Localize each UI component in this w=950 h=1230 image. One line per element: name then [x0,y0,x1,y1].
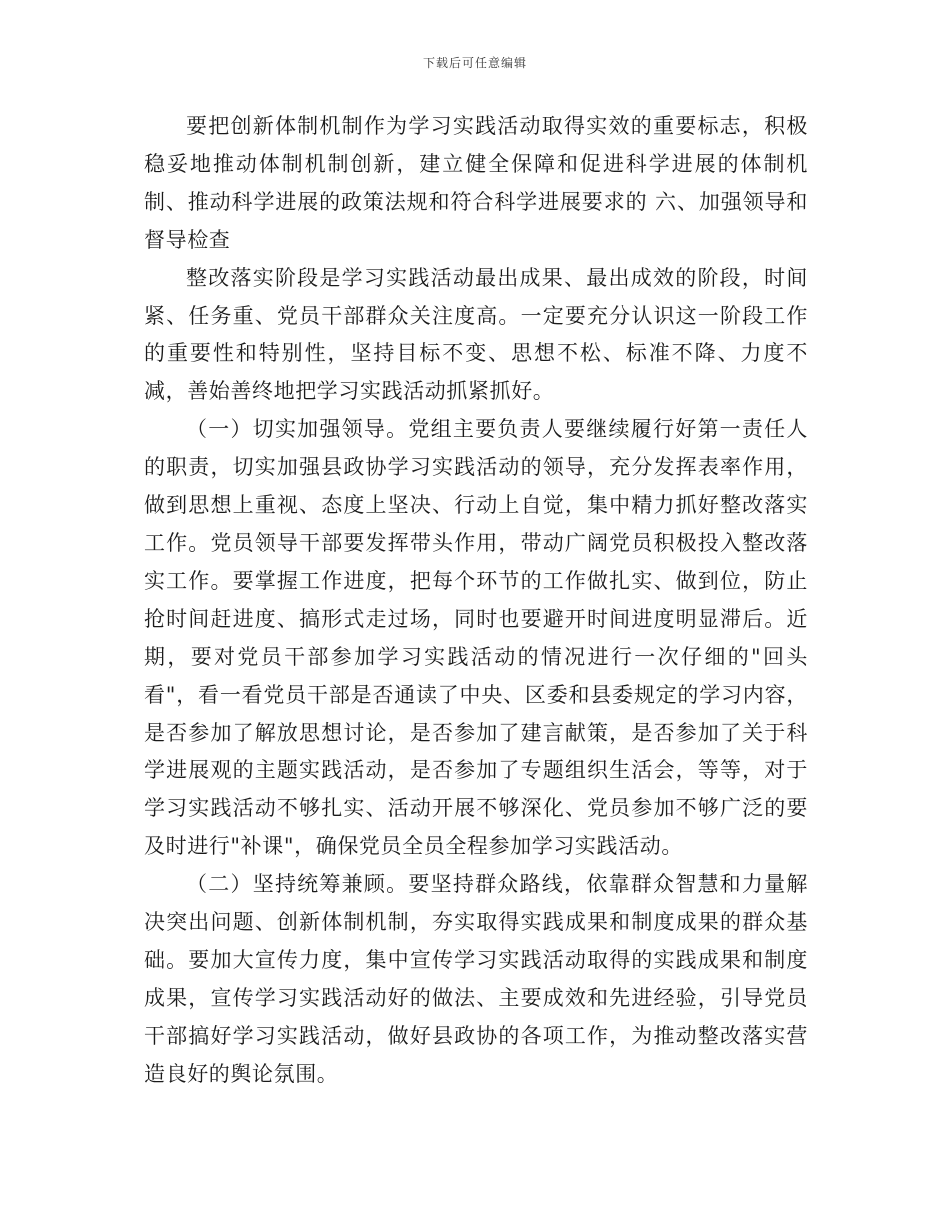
page-header: 下载后可任意编辑 [422,56,527,70]
paragraph-2: 整改落实阶段是学习实践活动最出成果、最出成效的阶段，时间紧、任务重、党员干部群众关注度高。一定要充分认识这一阶段工作的重要性和特别性，坚持目标不变、思想不松、标准不降、力度不减，善始善终地把学习实践活动抓紧抓好。 [144,265,808,404]
paragraph-1: 要把创新体制机制作为学习实践活动取得实效的重要标志，积极稳妥地推动体制机制创新，建立健全保障和促进科学进展的体制机制、推动科学进展的政策法规和符合科学进展要求的 六、加强领导和督导检查 [144,114,808,252]
document-body [144,108,808,1094]
paragraph-3: （一）切实加强领导。党组主要负责人要继续履行好第一责任人的职责，切实加强县政协学习实践活动的领导，充分发挥表率作用，做到思想上重视、态度上坚决、行动上自觉，集中精力抓好整改落实工作。党员领导干部要发挥带头作用，带动广阔党员积极投入整改落实工作。要掌握工作进度，把每个环节的工作做扎实、做到位，防止抢时间赶进度、搞形式走过场，同时也要避开时间进度明显滞后。近期，要对党员干部参加学习实践活动的情况进行一次仔细的"回头看"，看一看党员干部是否通读了中央、区委和县委规定的学习内容，是否参加了解放思想讨论，是否参加了建言献策，是否参加了关于科学进展观的主题实践活动，是否参加了专题组织生活会，等等，对于学习实践活动不够扎实、活动开展不够深化、党员参加不够广泛的要及时进行"补课"，确保党员全员全程参加学习实践活动。 [144,417,808,859]
paragraph-4: （二）坚持统筹兼顾。要坚持群众路线，依靠群众智慧和力量解决突出问题、创新体制机制，夯实取得实践成果和制度成果的群众基础。要加大宣传力度，集中宣传学习实践活动取得的实践成果和制度成果，宣传学习实践活动好的做法、主要成效和先进经验，引导党员干部搞好学习实践活动，做好县政协的各项工作，为推动整改落实营造良好的舆论氛围。 [144,872,808,1086]
